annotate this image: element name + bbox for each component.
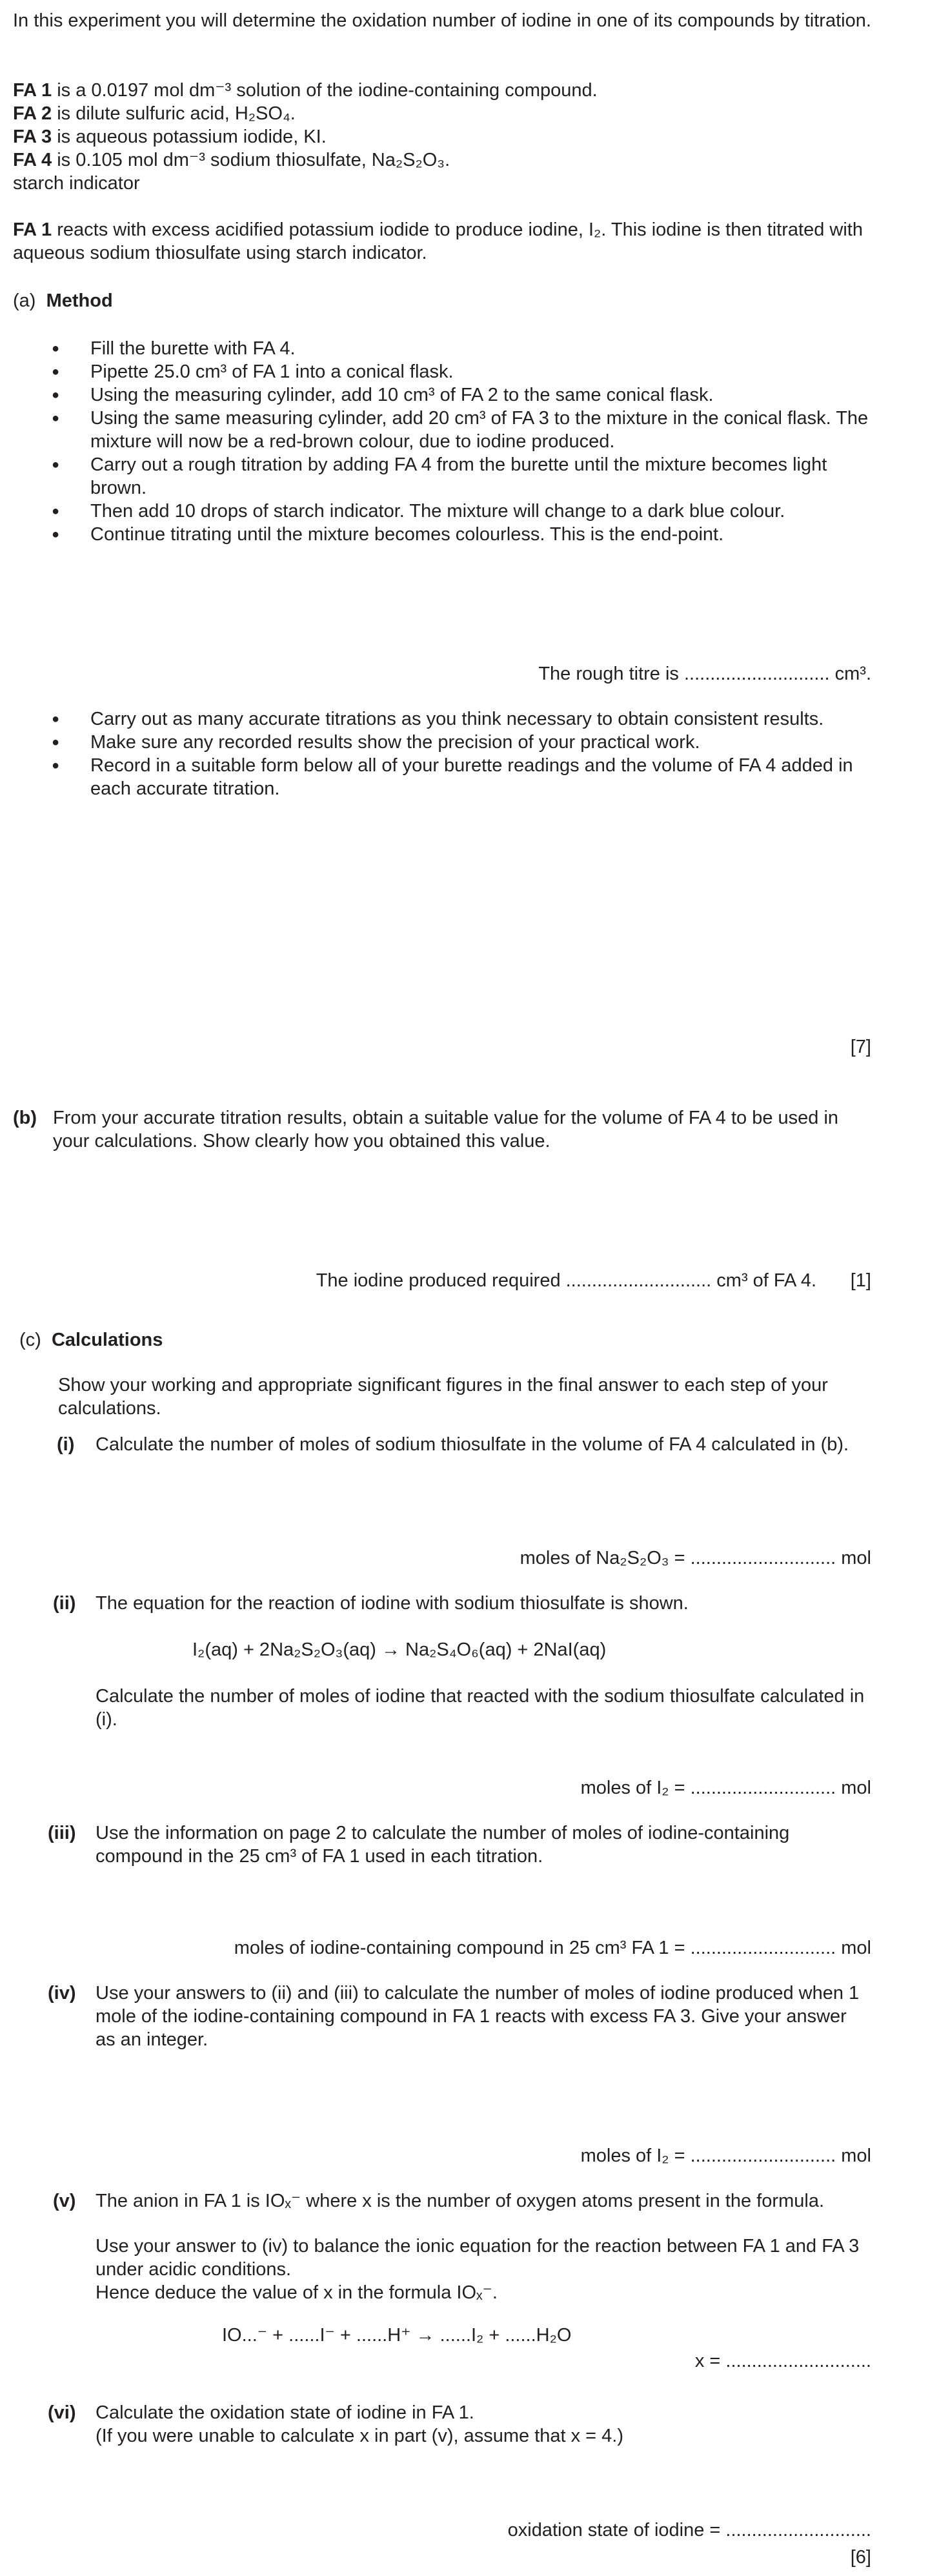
reaction-description: FA 1 reacts with excess acidified potassium iodide to produce iodine, I₂. This iodine is then titrated with aqueous sodium thiosulfate using starch indicator. (13, 219, 863, 263)
part-iii-label: (iii) (48, 1823, 76, 1843)
part-v-answer-line: x = ............................ (694, 2351, 871, 2371)
reagent-fa1: FA 1 is a 0.0197 mol dm⁻³ solution of the iodine-containing compound. (13, 80, 598, 101)
method-steps (52, 337, 884, 546)
part-ii-text: The equation for the reaction of iodine with sodium thiosulfate is shown. (96, 1593, 689, 1614)
section-c-marks: [6] (850, 2547, 871, 2568)
part-ii-instruction: Calculate the number of moles of iodine that reacted with the sodium thiosulfate calculated in (i). (96, 1686, 865, 1730)
part-v-label: (v) (53, 2191, 76, 2211)
method-step: ● Make sure any recorded results show the precision of your practical work. (52, 731, 884, 754)
section-c-intro: Show your working and appropriate significant figures in the final answer to each step of your calculations. (58, 1375, 828, 1419)
part-iii-text: Use the information on page 2 to calculate the number of moles of iodine-containing compound in the 25 cm³ of FA 1 used in each titration. (96, 1823, 790, 1867)
section-c-heading: (c) Calculations (19, 1330, 163, 1350)
method-step: ● Using the measuring cylinder, add 10 cm³ of FA 2 to the same conical flask. (52, 383, 884, 407)
section-a-heading: (a) Method (13, 290, 113, 311)
part-i-label: (i) (57, 1434, 75, 1455)
part-i-answer-line: moles of Na₂S₂O₃ = ............................ mol (520, 1548, 871, 1568)
method-step: ● Record in a suitable form below all of your burette readings and the volume of FA 4 added in each accurate titration. (52, 754, 884, 800)
part-iv-text: Use your answers to (ii) and (iii) to calculate the number of moles of iodine produced when 1 mole of the iodine-containing compound in FA 1 reacts with excess FA 3. Give your answer as an integer. (96, 1983, 860, 2050)
part-i-text: Calculate the number of moles of sodium thiosulfate in the volume of FA 4 calculated in (b). (96, 1434, 849, 1455)
part-iv-label: (iv) (48, 1983, 76, 2003)
method-step: ● Using the same measuring cylinder, add 20 cm³ of FA 3 to the mixture in the conical flask. The mixture will now be a red-brown colour, due to iodine produced. (52, 407, 884, 453)
reagent-list (13, 79, 871, 195)
part-v-text: The anion in FA 1 is IOₓ⁻ where x is the number of oxygen atoms present in the formula. (96, 2191, 825, 2211)
method-steps-accurate (52, 707, 884, 800)
section-b-answer-line: The iodine produced required ............................ cm³ of FA 4. (316, 1270, 816, 1291)
section-a-marks: [7] (850, 1037, 871, 1057)
reagent-starch: starch indicator (13, 173, 140, 194)
part-v-instruction: Use your answer to (iv) to balance the ionic equation for the reaction between FA 1 and FA 3 under acidic conditions. Hence deduce the value of x in the formula IOₓ⁻. (96, 2236, 860, 2303)
section-b-label: (b) (13, 1108, 37, 1128)
part-ii-answer-line: moles of I₂ = ............................ mol (580, 1778, 871, 1798)
part-vi-text: Calculate the oxidation state of iodine in FA 1. (If you were unable to calculate x in part (v), assume that x = 4.) (96, 2402, 624, 2446)
ionic-equation: IO...⁻ + ......I⁻ + ......H⁺ → ......I₂ + ......H₂O (222, 2325, 572, 2346)
intro-paragraph: In this experiment you will determine the oxidation number of iodine in one of its compounds by titration. (13, 10, 871, 31)
part-vi-answer-line: oxidation state of iodine = ............................ (507, 2520, 871, 2541)
method-step: ● Continue titrating until the mixture becomes colourless. This is the end-point. (52, 523, 884, 546)
method-step: ● Carry out a rough titration by adding FA 4 from the burette until the mixture becomes light brown. (52, 453, 884, 500)
part-iv-answer-line: moles of I₂ = ............................ mol (580, 2145, 871, 2166)
reagent-fa2: FA 2 is dilute sulfuric acid, H₂SO₄. (13, 103, 296, 124)
method-step: ● Then add 10 drops of starch indicator. The mixture will change to a dark blue colour. (52, 500, 884, 523)
thiosulfate-equation: I₂(aq) + 2Na₂S₂O₃(aq) → Na₂S₄O₆(aq) + 2NaI(aq) (192, 1639, 607, 1660)
method-step: ● Carry out as many accurate titrations as you think necessary to obtain consistent results. (52, 707, 884, 731)
section-b-marks: [1] (850, 1270, 871, 1291)
reagent-fa3: FA 3 is aqueous potassium iodide, KI. (13, 127, 327, 147)
part-iii-answer-line: moles of iodine-containing compound in 25 cm³ FA 1 = ............................ mol (234, 1938, 871, 1958)
part-ii-label: (ii) (53, 1593, 76, 1614)
method-step: ● Pipette 25.0 cm³ of FA 1 into a conical flask. (52, 360, 884, 383)
reagent-fa4: FA 4 is 0.105 mol dm⁻³ sodium thiosulfate, Na₂S₂O₃. (13, 150, 450, 170)
part-vi-label: (vi) (48, 2402, 76, 2423)
section-b-text: From your accurate titration results, obtain a suitable value for the volume of FA 4 to be used in your calculations. Show clearly how you obtained this value. (53, 1108, 839, 1151)
rough-titre-answer-line: The rough titre is ............................ cm³. (538, 664, 871, 684)
method-step: ● Fill the burette with FA 4. (52, 337, 884, 360)
